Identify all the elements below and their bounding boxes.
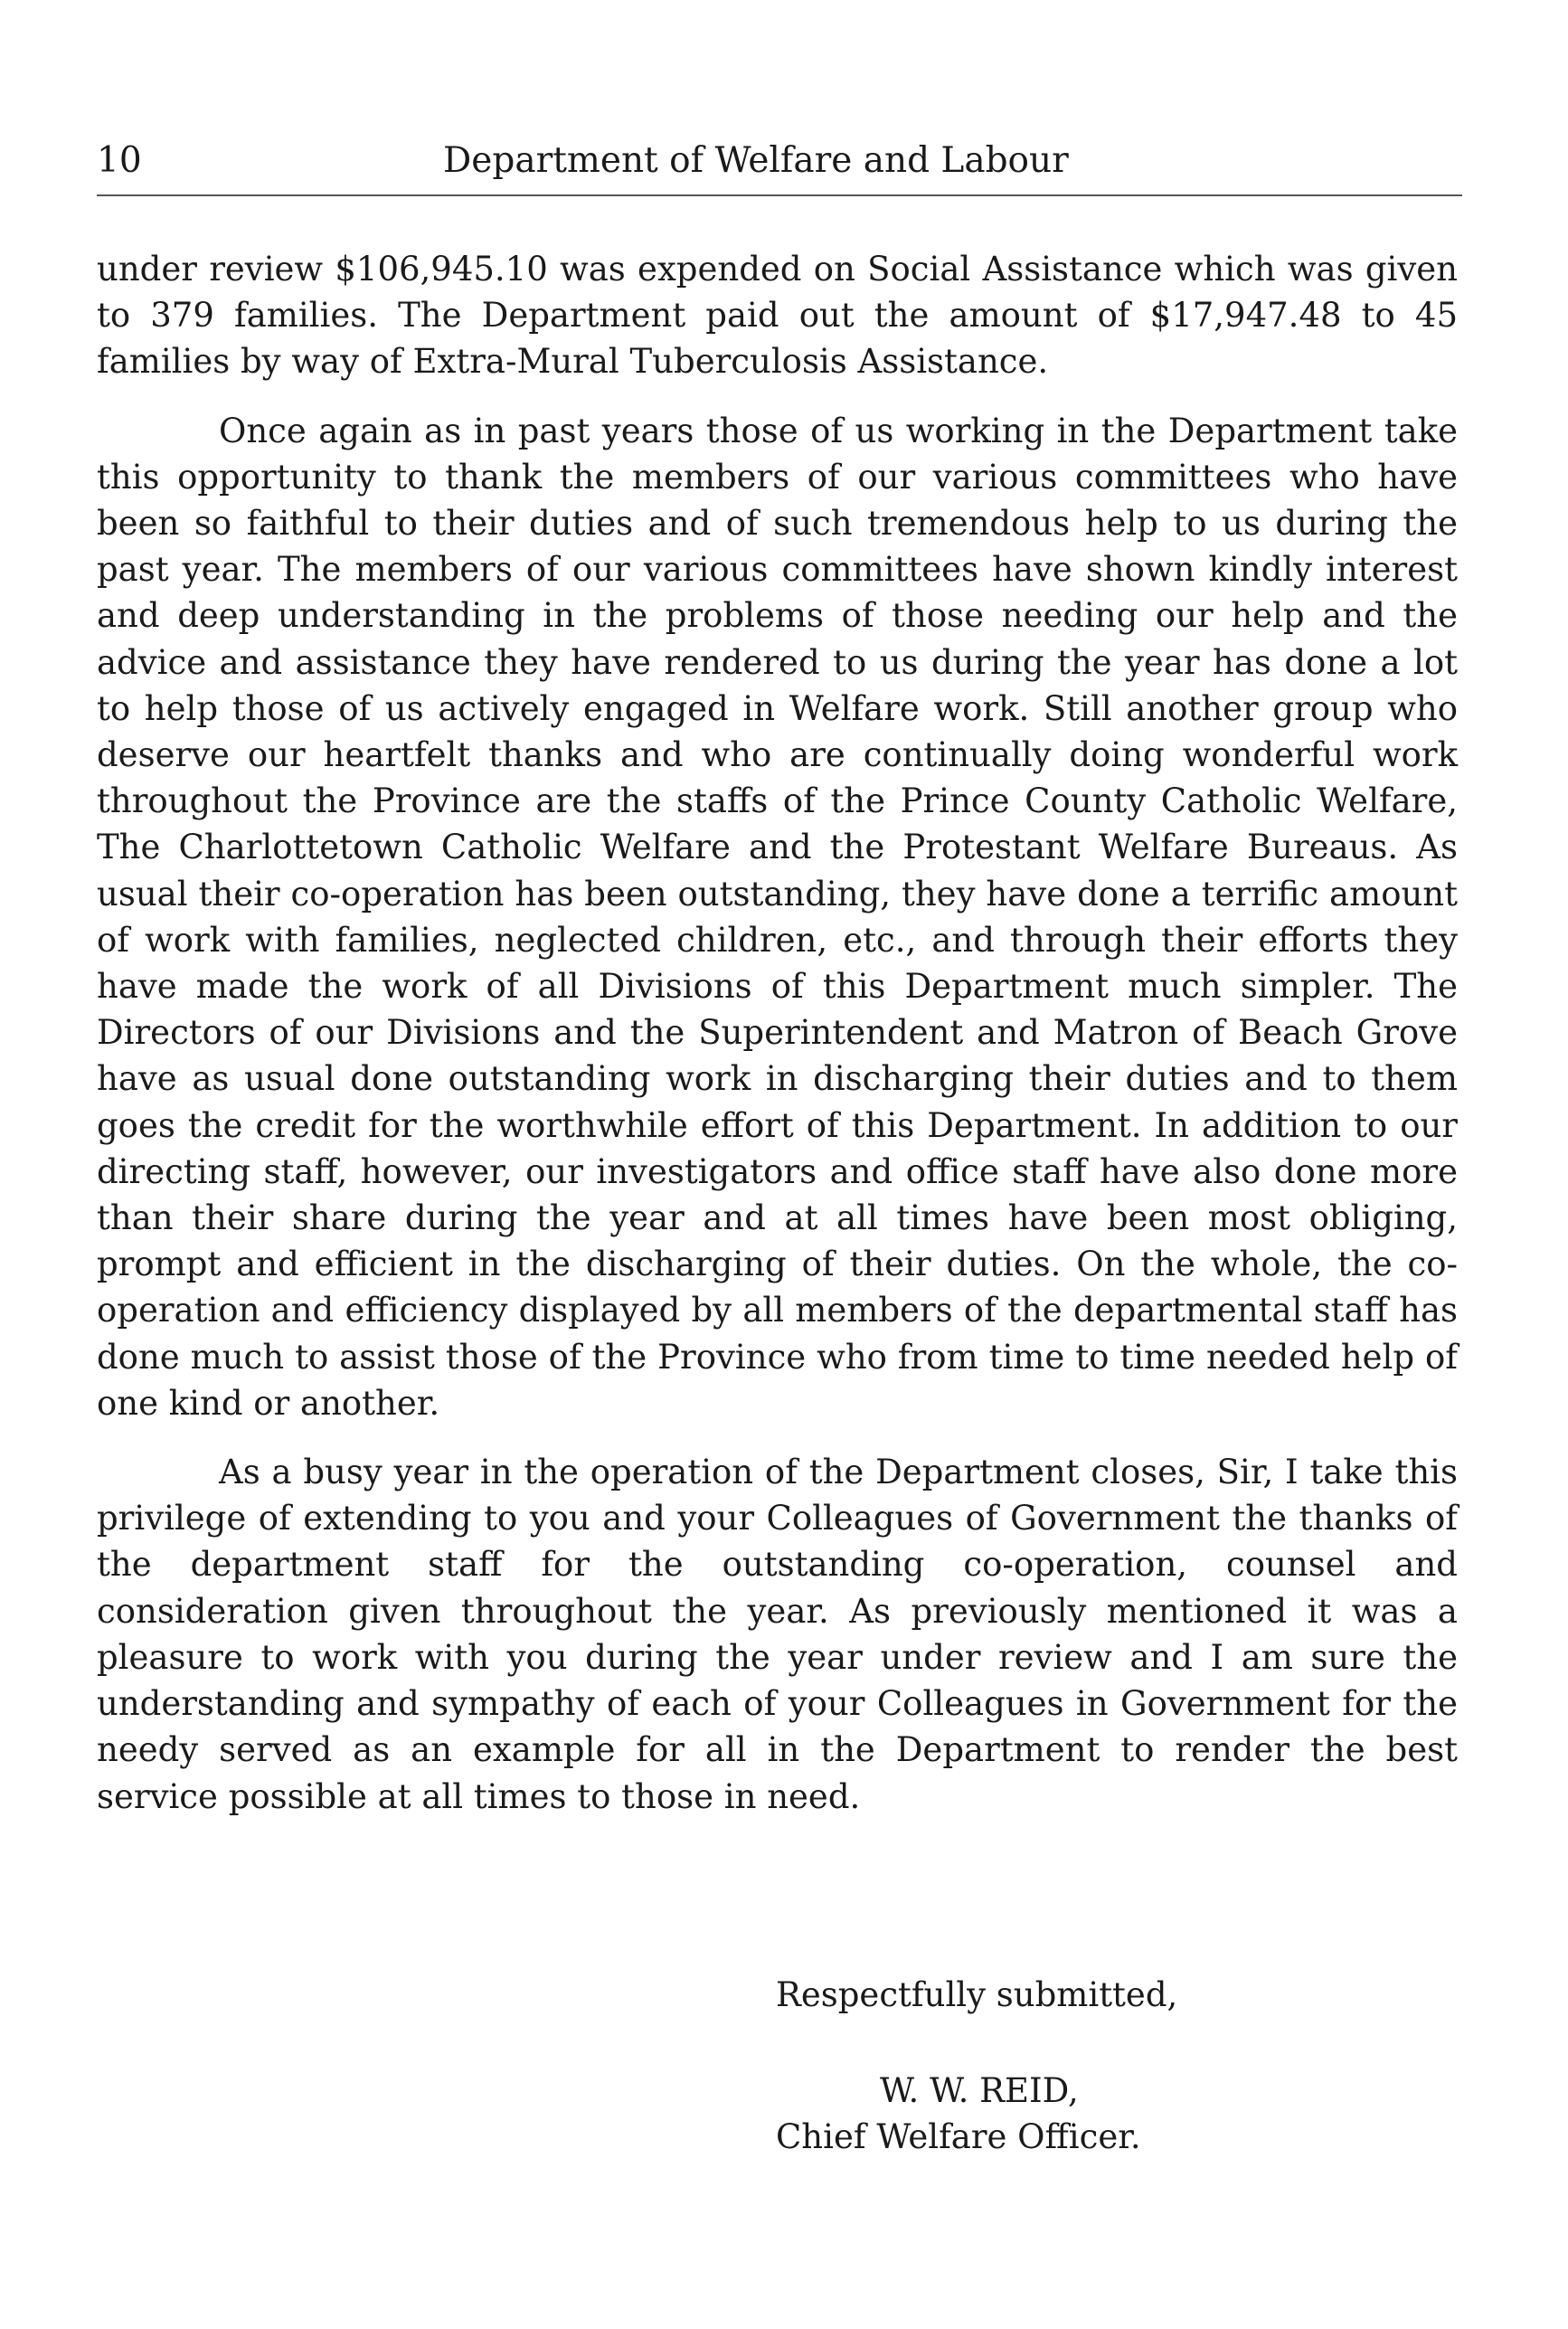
closing-line: Respectfully submitted, xyxy=(776,1975,1178,2014)
header-rule xyxy=(97,194,1462,196)
page-number: 10 xyxy=(97,140,142,181)
paragraph-3: As a busy year in the operation of the Department closes, Sir, I take this privilege of extending to you and your Colleagues of Government the thanks of the department staff for the outstanding co-operation, counsel and consideration given throughout the year. As previously mentioned it was a pleasure to work with you during the year under review and I am sure the understanding and sympathy of each of your Colleagues in Government for the needy served as an example for all in the Department to render the best service possible at all times to those in need. xyxy=(97,1453,1458,1816)
body-text xyxy=(97,246,1458,1820)
signature-block xyxy=(776,1972,1318,2160)
paragraph-1: under review $106,945.10 was expended on Social Assistance which was given to 379 families. The Department paid out the amount of $17,947.48 to 45 families by way of Extra-Mural Tuberculosis Assistance. xyxy=(97,250,1458,382)
paragraph-2: Once again as in past years those of us working in the Department take this opportunity to thank the members of our various committees who have been so faithful to their duties and of such tremendous help to us during the past year. The members of our various committees have shown kindly interest and deep understanding in the problems of those needing our help and the advice and assistance they have rendered to us during the year has done a lot to help those of us actively engaged in Welfare work. Still another group who deserve our heartfelt thanks and who are continually doing wonderful work throughout the Province are the staffs of the Prince County Catholic Welfare, The Charlottetown Catholic Welfare and the Protestant Welfare Bureaus. As usual their co-operation has been outstanding, they have done a terrific amount of work with families, neglected children, etc., and through their efforts they have made the work of all Divisions of this Department much simpler. The Directors of our Divisions and the Superintendent and Matron of Beach Grove have as usual done outstanding work in discharging their duties and to them goes the credit for the worthwhile effort of this Department. In addition to our directing staff, however, our investigators and office staff have also done more than their share during the year and at all times have been most obliging, prompt and efficient in the discharging of their duties. On the whole, the co-operation and efficiency displayed by all members of the departmental staff has done much to assist those of the Province who from time to time needed help of one kind or another. xyxy=(97,411,1458,1423)
running-head-title: Department of Welfare and Labour xyxy=(443,140,1069,181)
running-head xyxy=(97,136,1462,186)
signer-name: W. W. REID, xyxy=(880,2071,1079,2110)
signer-title: Chief Welfare Officer. xyxy=(776,2117,1141,2156)
